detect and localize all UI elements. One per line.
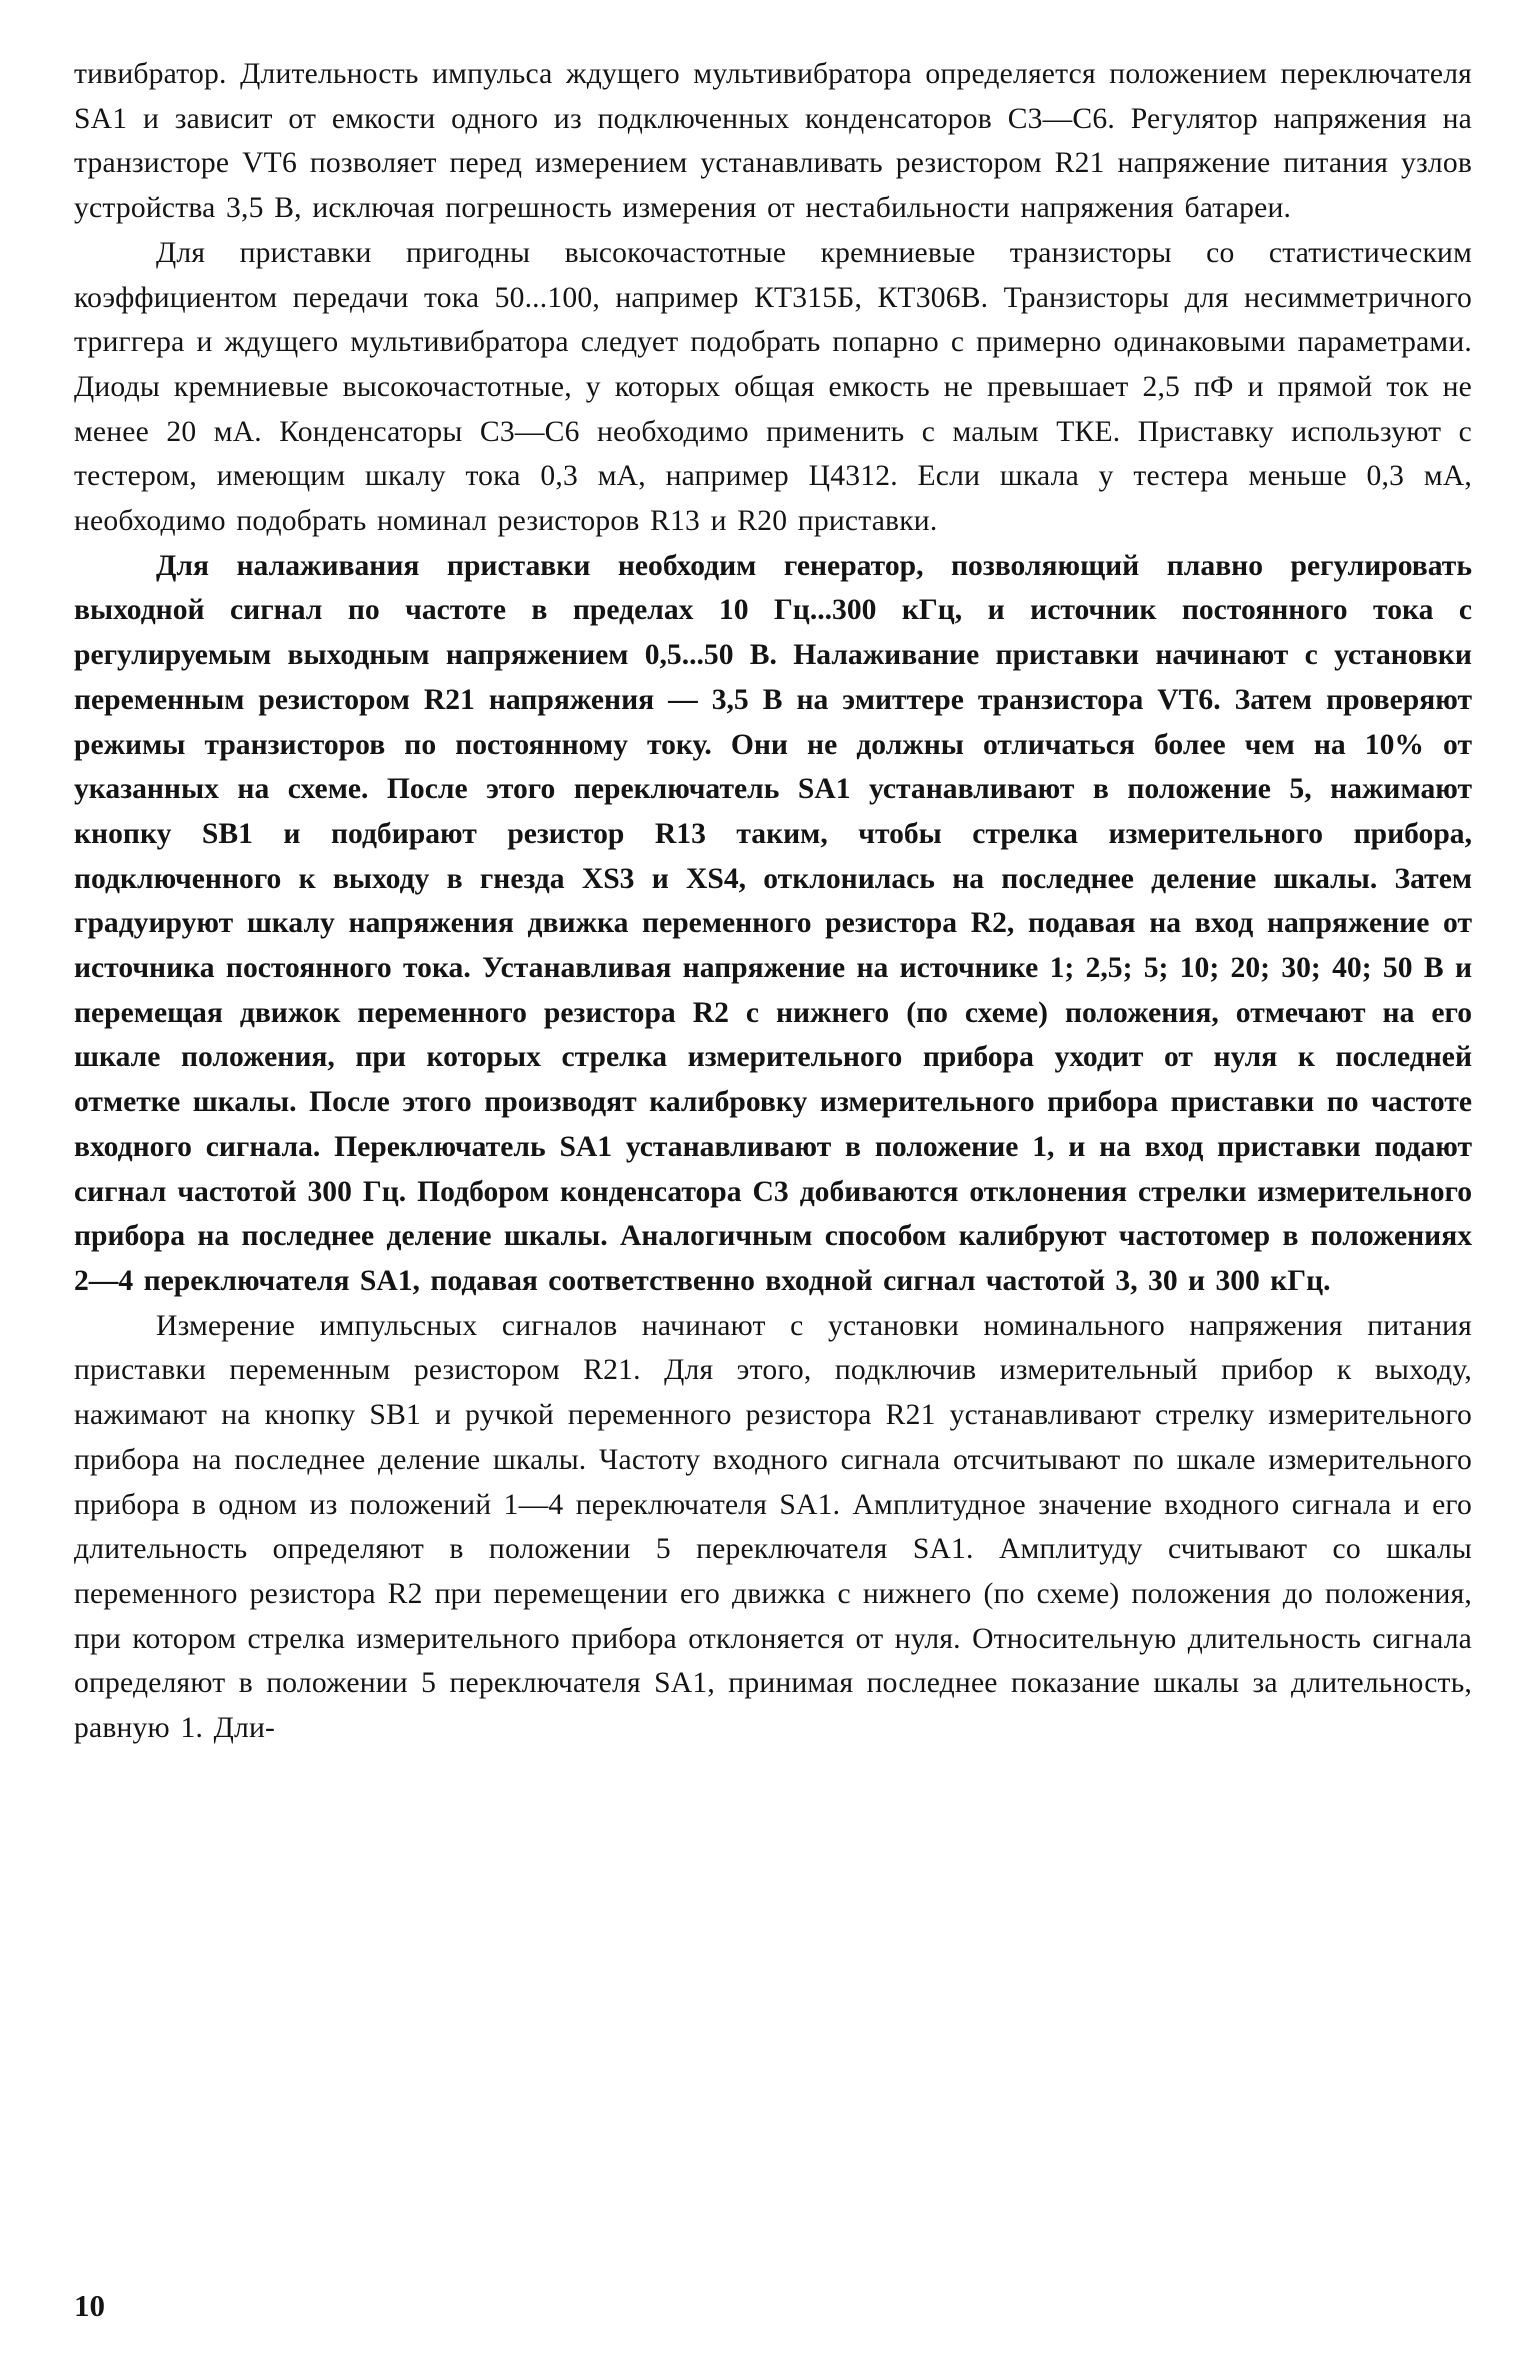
paragraph-measurement: Измерение импульсных сигналов начинают с установки номинального напряжения питания приставки переменным резистором R21. Для этого, подключив измерительный прибор к выходу, нажимают на кнопку SB1 и ручкой переменного резистора R21 устанавливают стрелку измерительного прибора на последнее деление шкалы. Частоту входного сигнала отсчитывают по шкале измерительного прибора в одном из положений 1—4 переключателя SA1. Амплитудное значение входного сигнала и его длительность определяют в положении 5 переключателя SA1. Амплитуду считывают со шкалы переменного резистора R2 при перемещении его движка с нижнего (по схеме) положения до положения, при котором стрелка измерительного прибора отклоняется от нуля. Относительную длительность сигнала определяют в положении 5 переключателя SA1, принимая последнее показание шкалы за длительность, равную 1. Дли- (74, 1309, 1472, 1745)
page-number: 10 (74, 2288, 105, 2323)
paragraph-adjustment: Для налаживания приставки необходим генератор, позволяющий плавно регулировать выходной сигнал по частоте в пределах 10 Гц...300 кГц, и источник постоянного тока с регулируемым выходным напряжением 0,5...50 В. Налаживание приставки начинают с установки переменным резистором R21 напряжения — 3,5 В на эмиттере транзистора VT6. Затем проверяют режимы транзисторов по постоянному току. Они не должны отличаться более чем на 10% от указанных на схеме. После этого переключатель SA1 устанавливают в положение 5, нажимают кнопку SB1 и подбирают резистор R13 таким, чтобы стрелка измерительного прибора, подключенного к выходу в гнезда XS3 и XS4, отклонилась на последнее деление шкалы. Затем градуируют шкалу напряжения движка переменного резистора R2, подавая на вход напряжение от источника постоянного тока. Устанавливая напряжение на источнике 1; 2,5; 5; 10; 20; 30; 40; 50 В и перемещая движок переменного резистора R2 с нижнего (по схеме) положения, отмечают на его шкале положения, при которых стрелка измерительного прибора уходит от нуля к последней отметке шкалы. После этого производят калибровку измерительного прибора приставки по частоте входного сигнала. Переключатель SA1 устанавливают в положение 1, и на вход приставки подают сигнал частотой 300 Гц. Подбором конденсатора С3 добиваются отклонения стрелки измерительного прибора на последнее деление шкалы. Аналогичным способом калибруют частотомер в положениях 2—4 переключателя SA1, подавая соответственно входной сигнал частотой 3, 30 и 300 кГц. (74, 549, 1472, 1297)
paragraph-components: Для приставки пригодны высокочастотные кремниевые транзисторы со статистическим коэффициентом передачи тока 50...100, например КТ315Б, КТ306В. Транзисторы для несимметричного триггера и ждущего мультивибратора следует подобрать попарно с примерно одинаковыми параметрами. Диоды кремниевые высокочастотные, у которых общая емкость не превышает 2,5 пФ и прямой ток не менее 20 мА. Конденсаторы С3—С6 необходимо применить с малым ТКЕ. Приставку используют с тестером, имеющим шкалу тока 0,3 мА, например Ц4312. Если шкала у тестера меньше 0,3 мА, необходимо подобрать номинал резисторов R13 и R20 приставки. (74, 236, 1472, 538)
paragraph-continuation: тивибратор. Длительность импульса ждущего мультивибратора определяется положением переключателя SA1 и зависит от емкости одного из подключенных конденсаторов С3—С6. Регулятор напряжения на транзисторе VT6 позволяет перед измерением устанавливать резистором R21 напряжение питания узлов устройства 3,5 В, исключая погрешность измерения от нестабильности напряжения батареи. (74, 58, 1472, 225)
page-body (74, 52, 1472, 2282)
